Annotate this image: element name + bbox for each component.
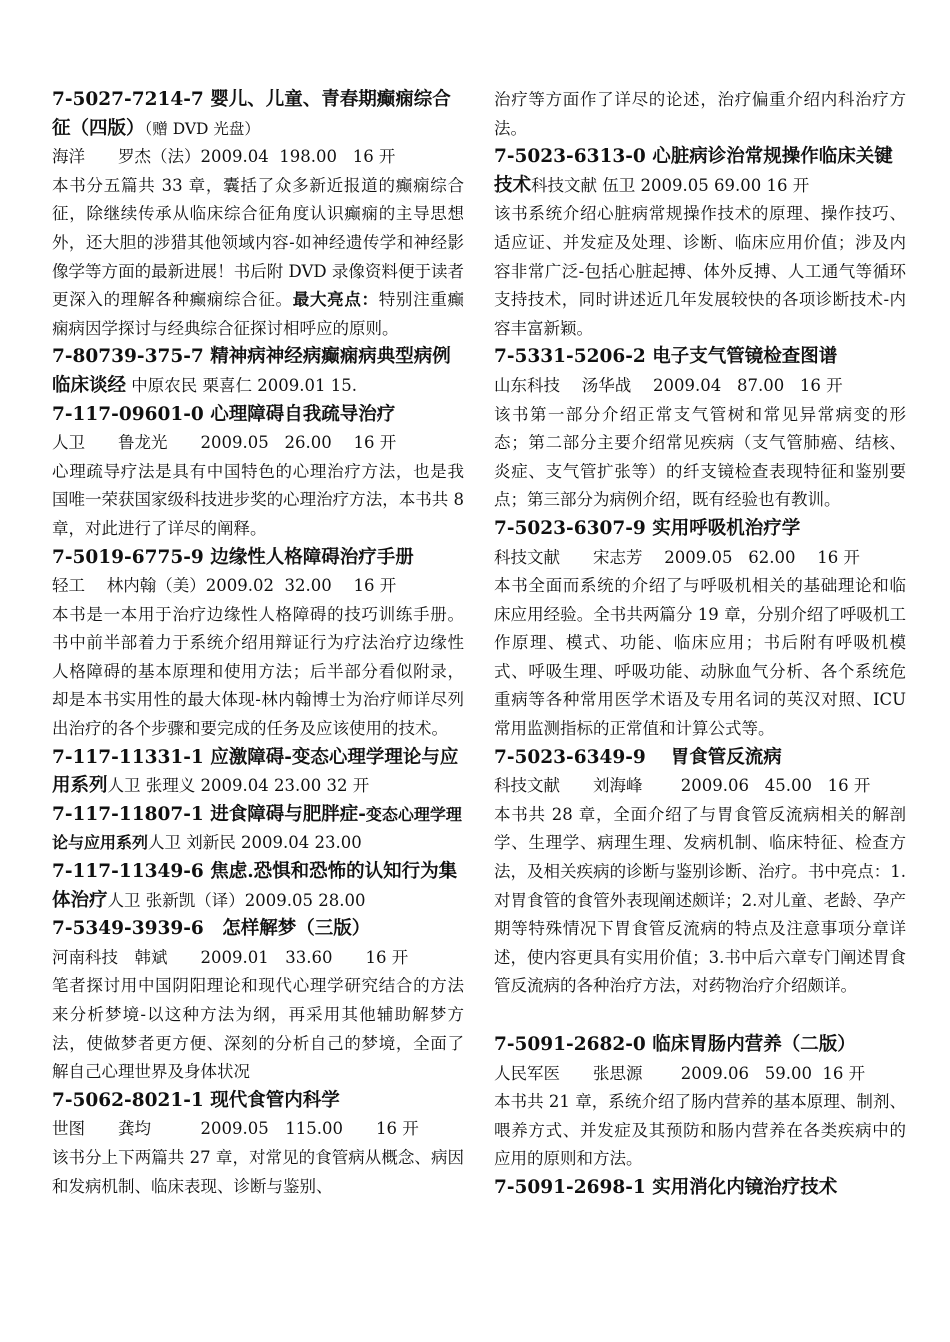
book-title: 7-5091-2682-0 临床胃肠内营养（二版） xyxy=(494,1034,856,1055)
book-description: 该书第一部分介绍正常支气管树和常见异常病变的形态；第二部分主要介绍常见疾病（支气管肺癌、结核、炎症、支气管扩张等）的纤支镜检查表现特征和鉴别要点；第三部分为病例介绍，既有经验也有教训。 xyxy=(494,404,906,510)
book-entry xyxy=(52,544,464,744)
book-description: 本书分五篇共 33 章，囊括了众多新近报道的癫痫综合征，除继续传承从临床综合征角度认识癫痫的主导思想外，还大胆的涉猎其他领域内容-如神经遗传学和神经影像学等方面的最新进展！书后附 DVD 录像资料便于读者更深入的理解各种癫痫综合征。最大亮点：特别注重癫痫病因学探讨与经典综合征探讨相呼应的原则。 xyxy=(52,175,465,338)
book-meta: 人卫 张新凯（译）2009.05 28.00 xyxy=(107,890,366,910)
book-description: 本书全面而系统的介绍了与呼吸机相关的基础理论和临床应用经验。全书共两篇分 19 章，分别介绍了呼吸机工作原理、模式、功能、临床应用；书后附有呼吸机模式、呼吸生理、呼吸功能、动脉血气分析、各个系统危重病等各种常用医学术语及专用名词的英汉对照、ICU 常用监测指标的正常值和计算公式等。 xyxy=(494,576,906,739)
book-title: 7-5023-6307-9 实用呼吸机治疗学 xyxy=(494,517,801,539)
book-title: 7-5023-6349-9 胃食管反流病 xyxy=(494,746,782,768)
book-entry xyxy=(494,143,906,343)
book-meta: 世图 龚均 2009.05 115.00 16 开 xyxy=(52,1119,419,1139)
highlight-text: 特别注重癫痫病因学探讨与经典综合征探讨相呼应的原则。 xyxy=(52,290,465,338)
book-title: 7-80739-375-7 精神病神经病癫痫病典型病例临床谈经 xyxy=(52,346,451,396)
book-entry xyxy=(52,1087,464,1201)
book-meta: 山东科技 汤华战 2009.04 87.00 16 开 xyxy=(494,375,843,395)
book-title: 7-5349-3939-6 怎样解梦（三版） xyxy=(52,918,371,940)
book-meta: 海洋 罗杰（法）2009.04 198.00 16 开 xyxy=(52,147,396,167)
book-entry xyxy=(494,1031,906,1174)
right-column xyxy=(494,86,906,1203)
book-title: 7-5331-5206-2 电子支气管镜检查图谱 xyxy=(494,346,838,368)
book-entry xyxy=(52,744,464,801)
book-entry xyxy=(52,801,464,858)
book-entry xyxy=(52,343,464,400)
book-entry xyxy=(52,401,464,544)
book-entry xyxy=(52,858,464,915)
book-title: 7-117-11807-1 进食障碍与肥胖症- xyxy=(52,803,366,825)
book-description: 本书共 28 章，全面介绍了与胃食管反流病相关的解剖学、生理学、病理生理、发病机制、临床特征、检查方法，及相关疾病的诊断与鉴别诊断、治疗。书中亮点：1.对胃食管的食管外表现阐述颇详；2.对儿童、老龄、孕产期等特殊情况下胃食管反流病的特点及注意事项分章详述，使内容更具有实用价值；3.书中后六章专门阐述胃食管反流病的各种治疗方法，对药物治疗介绍颇详。 xyxy=(494,804,906,996)
book-title: 7-5027-7214-7 婴儿、儿童、青春期癫痫综合征（四版） xyxy=(52,89,451,139)
book-title: 7-117-11331-1 应激障碍-变态心理学理论与应用系列 xyxy=(52,746,459,797)
spacer xyxy=(494,1001,906,1031)
book-entry xyxy=(494,1174,906,1203)
book-title-series: 变态心理学理论与应用系列 xyxy=(52,804,462,853)
book-title-note: （赠 DVD 光盘） xyxy=(144,119,260,138)
book-description: 心理疏导疗法是具有中国特色的心理治疗方法，也是我国唯一荣获国家级科技进步奖的心理治疗方法，本书共 8 章，对此进行了详尽的阐释。 xyxy=(52,461,464,538)
book-entry xyxy=(52,915,464,1087)
book-entry xyxy=(52,86,464,343)
book-entry xyxy=(494,343,906,515)
book-meta: 人卫 刘新民 2009.04 23.00 xyxy=(148,833,362,853)
book-meta: 河南科技 韩斌 2009.01 33.60 16 开 xyxy=(52,947,409,967)
book-description: 该书系统介绍心脏病常规操作技术的原理、操作技巧、适应证、并发症及处理、诊断、临床应用价值；涉及内容非常广泛-包括心脏起搏、体外反搏、人工通气等循环支持技术，同时讲述近几年发展较快的各项诊断技术-内容丰富新颖。 xyxy=(494,204,906,338)
book-description: 该书分上下两篇共 27 章，对常见的食管病从概念、病因和发病机制、临床表现、诊断与鉴别、 xyxy=(52,1147,464,1196)
book-meta: 中原农民 栗喜仁 2009.01 15. xyxy=(126,375,357,395)
book-title: 7-5062-8021-1 现代食管内科学 xyxy=(52,1089,340,1111)
book-meta: 科技文献 宋志芳 2009.05 62.00 16 开 xyxy=(494,547,860,567)
highlight-label: 最大亮点： xyxy=(292,290,379,310)
book-title: 7-117-11349-6 焦虑.恐惧和恐怖的认知行为集体治疗 xyxy=(52,861,458,911)
book-title: 7-117-09601-0 心理障碍自我疏导治疗 xyxy=(52,403,396,425)
book-meta: 科技文献 伍卫 2009.05 69.00 16 开 xyxy=(531,175,810,195)
left-column xyxy=(52,86,464,1201)
book-meta: 人卫 鲁龙光 2009.05 26.00 16 开 xyxy=(52,433,397,453)
book-entry xyxy=(494,744,906,1001)
book-entry xyxy=(494,515,906,744)
book-title: 7-5023-6313-0 心脏病诊治常规操作临床关键技术 xyxy=(494,146,893,196)
book-title: 7-5091-2698-1 实用消化内镜治疗技术 xyxy=(494,1176,838,1198)
book-meta: 人民军医 张思源 2009.06 59.00 16 开 xyxy=(494,1063,866,1083)
book-description: 治疗等方面作了详尽的论述，治疗偏重介绍内科治疗方法。 xyxy=(494,90,906,138)
book-meta: 轻工 林内翰（美）2009.02 32.00 16 开 xyxy=(52,576,397,596)
book-meta: 人卫 张理义 2009.04 23.00 32 开 xyxy=(107,776,370,796)
book-meta: 科技文献 刘海峰 2009.06 45.00 16 开 xyxy=(494,776,871,796)
book-entry-continued xyxy=(494,86,906,143)
book-title: 7-5019-6775-9 边缘性人格障碍治疗手册 xyxy=(52,546,414,568)
book-description: 本书是一本用于治疗边缘性人格障碍的技巧训练手册。书中前半部着力于系统介绍用辩证行为疗法治疗边缘性人格障碍的基本原理和使用方法；后半部分看似附录，却是本书实用性的最大体现-林内翰博士为治疗师详尽列出治疗的各个步骤和要完成的任务及应该使用的技术。 xyxy=(52,604,464,739)
book-description: 本书共 21 章，系统介绍了肠内营养的基本原理、制剂、喂养方式、并发症及其预防和肠内营养在各类疾病中的应用的原则和方法。 xyxy=(494,1092,906,1169)
book-description: 笔者探讨用中国阴阳理论和现代心理学研究结合的方法来分析梦境-以这种方法为纲，再采用其他辅助解梦方法，使做梦者更方便、深刻的分析自己的梦境，全面了解自己心理世界及身体状况 xyxy=(52,976,464,1082)
